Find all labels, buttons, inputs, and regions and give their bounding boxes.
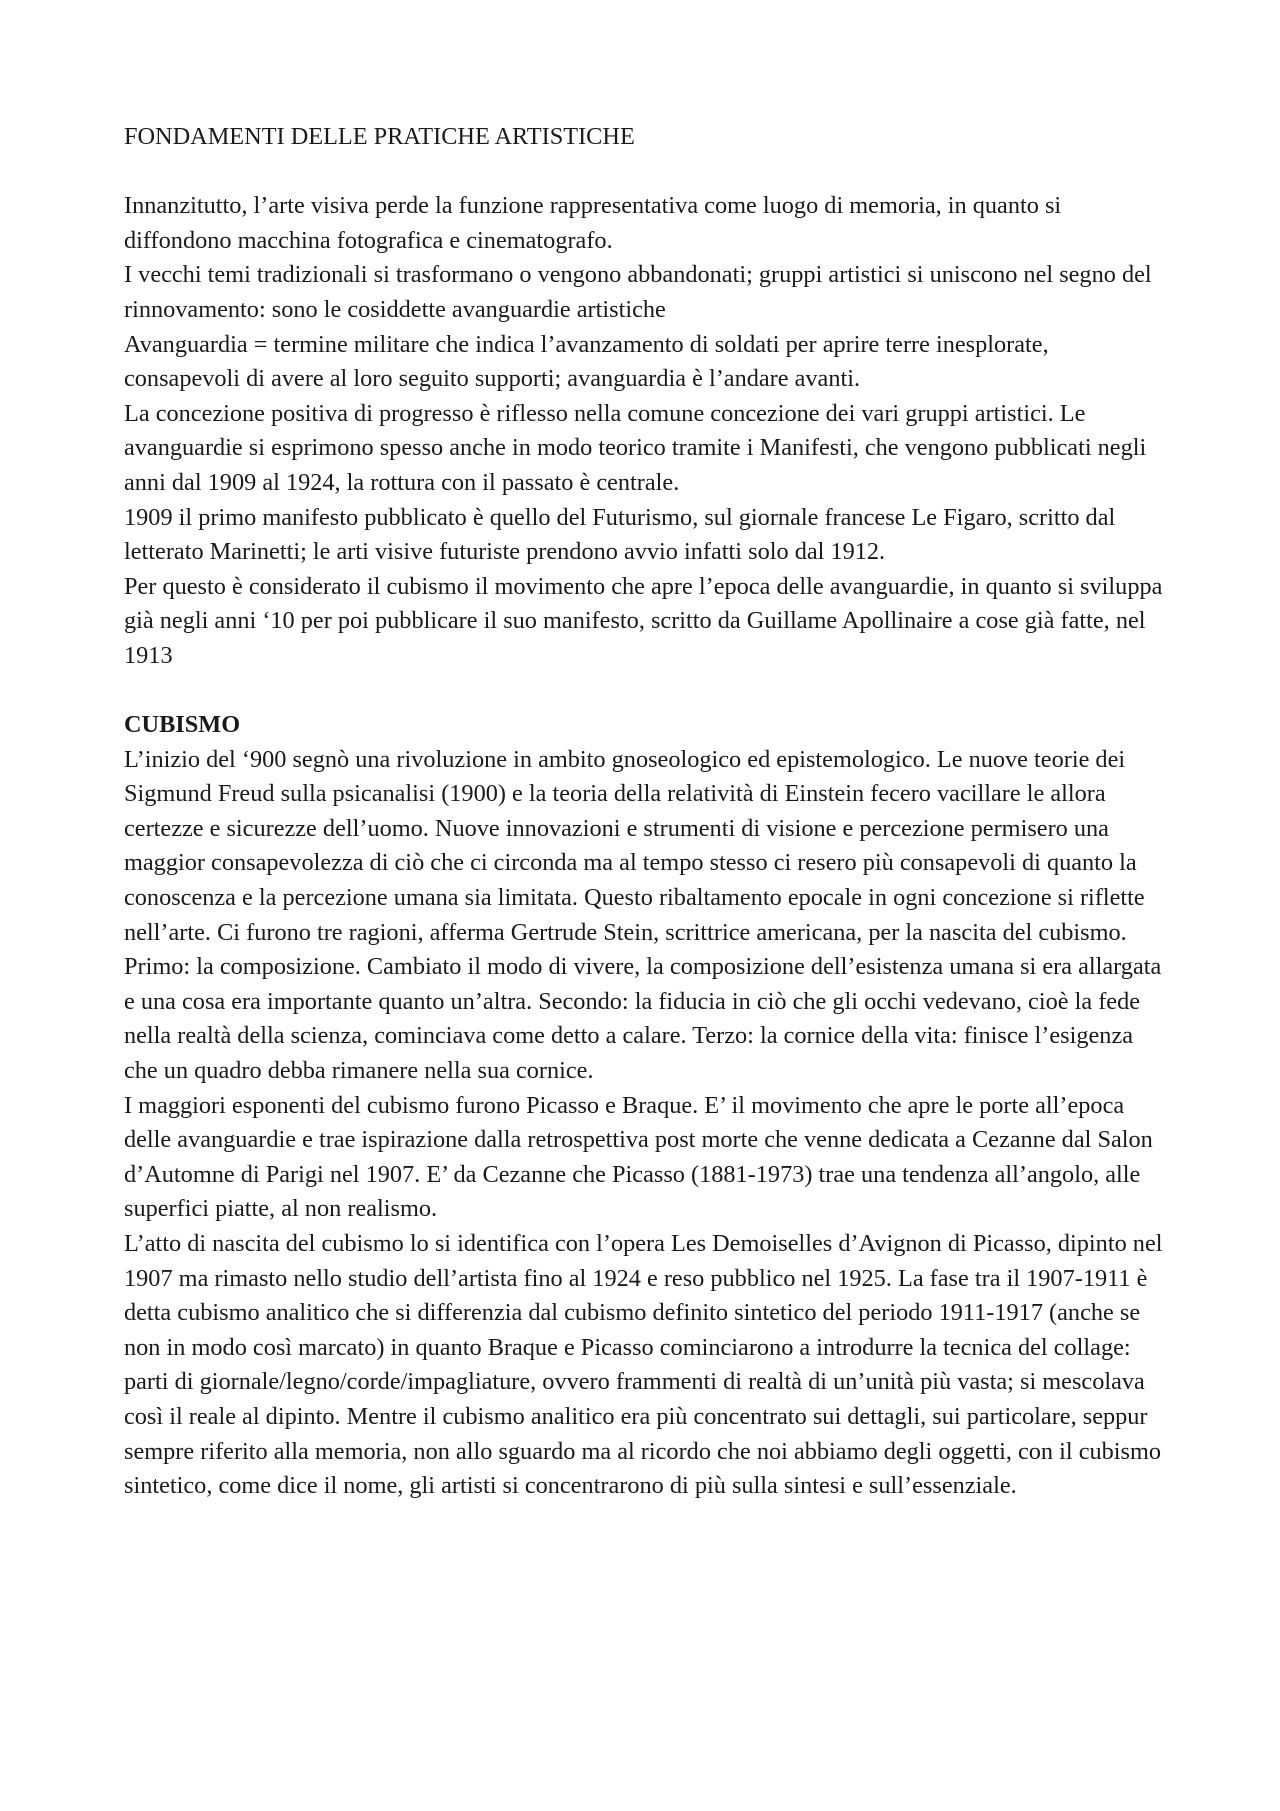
section-paragraph: L’atto di nascita del cubismo lo si identifica con l’opera Les Demoiselles d’Avignon di Picasso, dipinto nel 1907 ma rimasto nello studio dell’artista fino al 1924 e reso pubblico nel 1925. La fase tra il 1907-1911 è detta cubismo analitico che si differenzia dal cubismo definito sintetico del periodo 1911-1917 (anche se non in modo così marcato) in quanto Braque e Picasso cominciarono a introdurre la tecnica del collage: parti di giornale/legno/corde/impagliature, ovvero frammenti di realtà di un’unità più vasta; si mescolava così il reale al dipinto. Mentre il cubismo analitico era più concentrato sui dettagli, sui particolare, seppur sempre riferito alla memoria, non allo sguardo ma al ricordo che noi abbiamo degli oggetti, con il cubismo sintetico, come dice il nome, gli artisti si concentrarono di più sulla sintesi e sull’essenziale.	[124, 1230, 1163, 1500]
section-heading: CUBISMO	[124, 711, 241, 739]
intro-paragraph: I vecchi temi tradizionali si trasformano o vengono abbandonati; gruppi artistici si uniscono nel segno del rinnovamento: sono le cosiddette avanguardie artistiche	[124, 261, 1152, 323]
intro-section	[124, 189, 1164, 673]
section-spacer	[124, 674, 1164, 709]
intro-paragraph: Avanguardia = termine militare che indica l’avanzamento di soldati per aprire terre inesplorate, consapevoli di avere al loro seguito supporti; avanguardia è l’andare avanti.	[124, 330, 1049, 393]
section-paragraph: L’inizio del ‘900 segnò una rivoluzione in ambito gnoseologico ed epistemologico. Le nuove teorie dei Sigmund Freud sulla psicanalisi (1900) e la teoria della relatività di Einstein fecero vacillare le allora certezze e sicurezze dell’uomo. Nuove innovazioni e strumenti di visione e percezione permisero una maggior consapevolezza di ciò che ci circonda ma al tempo stesso ci resero più consapevoli di quanto la conoscenza e la percezione umana sia limitata. Questo ribaltamento epocale in ogni concezione si riflette nell’arte. Ci furono tre ragioni, afferma Gertrude Stein, scrittrice americana, per la nascita del cubismo. Primo: la composizione. Cambiato il modo di vivere, la composizione dell’esistenza umana si era allargata e una cosa era importante quanto un’altra. Secondo: la fiducia in ciò che gli occhi vedevano, cioè la fede nella realtà della scienza, cominciava come detto a calare. Terzo: la cornice della vita: finisce l’esigenza che un quadro debba rimanere nella sua cornice.	[124, 745, 1162, 1085]
cubismo-section	[124, 708, 1164, 1504]
document-title: FONDAMENTI DELLE PRATICHE ARTISTICHE	[124, 123, 635, 150]
document-body	[124, 120, 1164, 1504]
intro-paragraph: La concezione positiva di progresso è riflesso nella comune concezione dei vari gruppi artistici. Le avanguardie si esprimono spesso anche in modo teorico tramite i Manifesti, che vengono pubblicati negli anni dal 1909 al 1924, la rottura con il passato è centrale.	[124, 399, 1147, 496]
intro-paragraph: Per questo è considerato il cubismo il movimento che apre l’epoca delle avanguardie, in quanto si sviluppa già negli anni ‘10 per poi pubblicare il suo manifesto, scritto da Guillame Apollinaire a cose già fatte, nel 1913	[124, 572, 1163, 669]
section-paragraph: I maggiori esponenti del cubismo furono Picasso e Braque. E’ il movimento che apre le porte all’epoca delle avanguardie e trae ispirazione dalla retrospettiva post morte che venne dedicata a Cezanne dal Salon d’Automne di Parigi nel 1907. E’ da Cezanne che Picasso (1881-1973) trae una tendenza all’angolo, alle superfici piatte, al non realismo.	[124, 1091, 1153, 1223]
intro-paragraph: Innanzitutto, l’arte visiva perde la funzione rappresentativa come luogo di memoria, in quanto si diffondono macchina fotografica e cinematografo.	[124, 192, 1062, 254]
intro-paragraph: 1909 il primo manifesto pubblicato è quello del Futurismo, sul giornale francese Le Figaro, scritto dal letterato Marinetti; le arti visive futuriste prendono avvio infatti solo dal 1912.	[124, 503, 1116, 566]
